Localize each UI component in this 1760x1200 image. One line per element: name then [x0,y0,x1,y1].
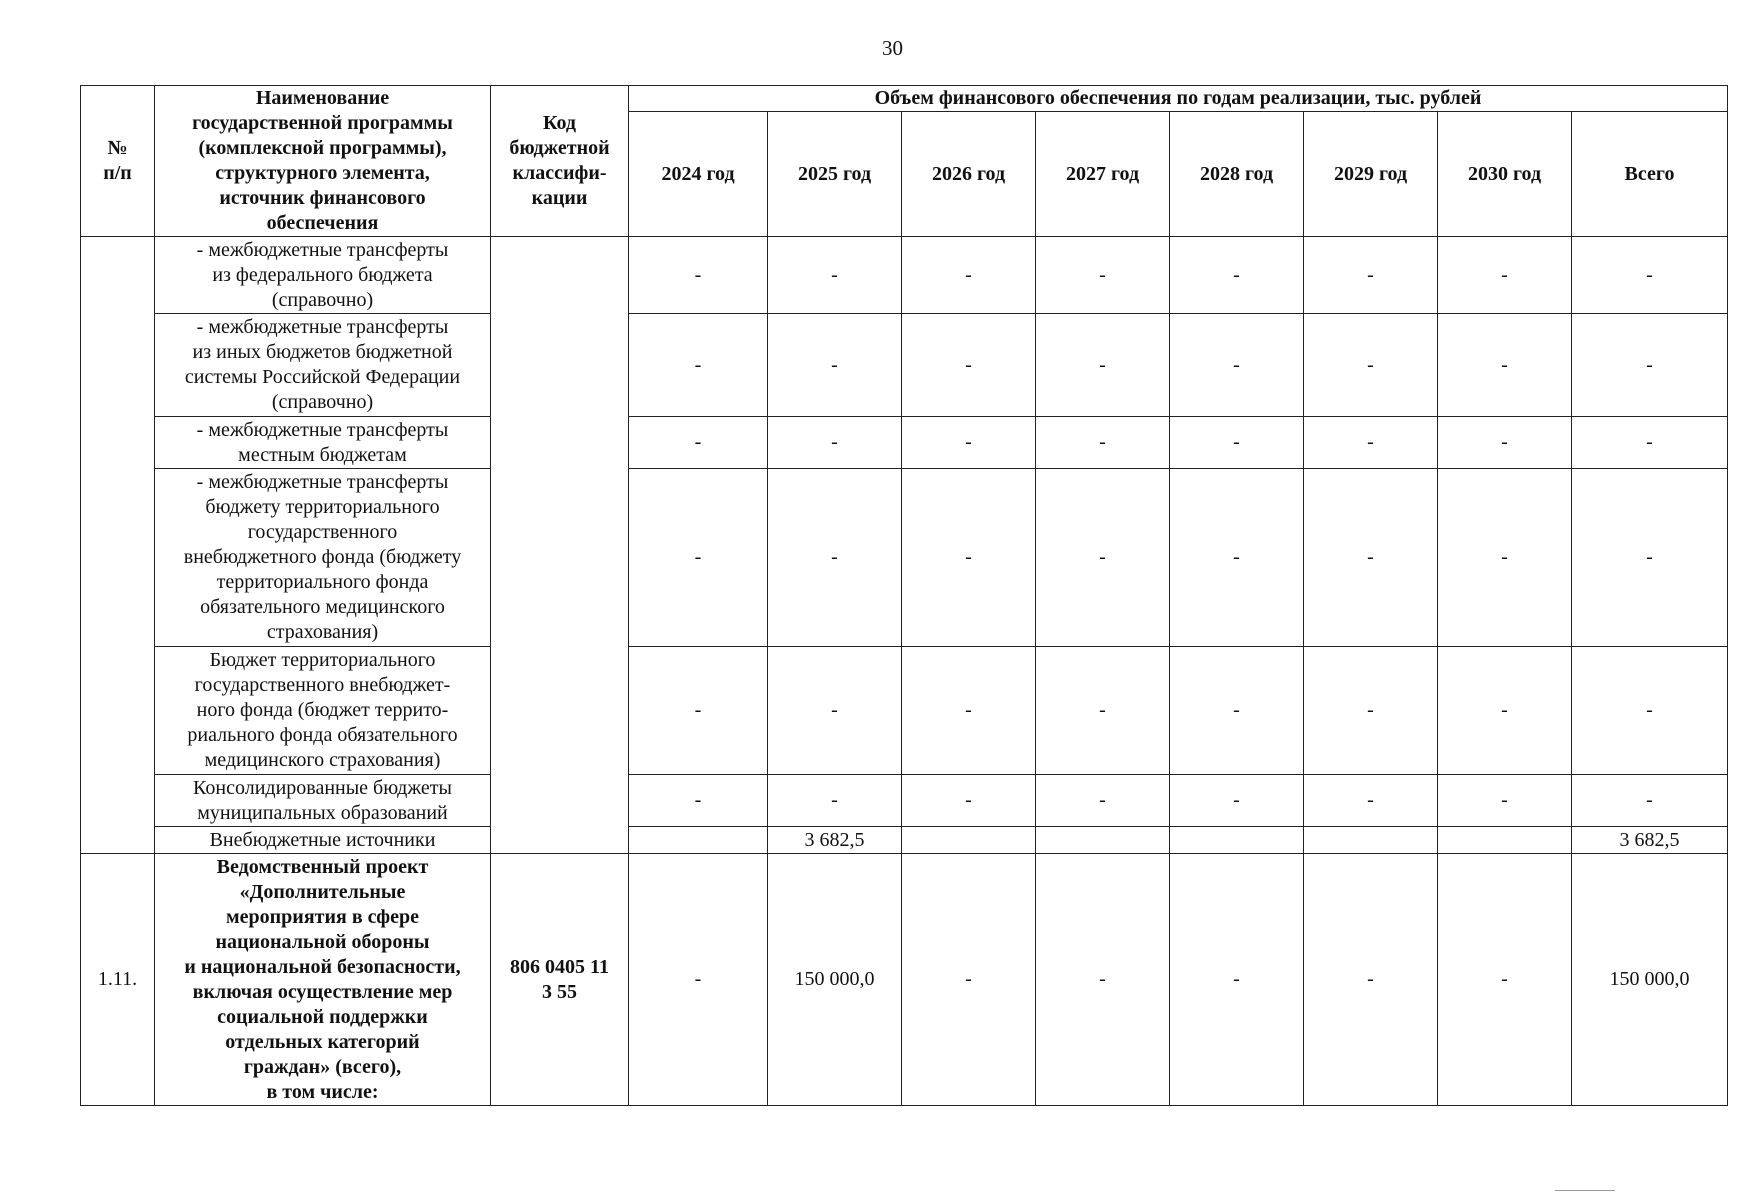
row-value: - [1170,647,1304,775]
row-code-empty [491,237,629,854]
row-value: - [629,237,768,314]
row-value: - [768,469,902,647]
row-value: - [1304,417,1438,469]
row-value: - [902,237,1036,314]
row-value: - [902,469,1036,647]
row-value: - [768,417,902,469]
table-row [81,314,1728,417]
row-value: - [1036,469,1170,647]
row-value: - [1304,647,1438,775]
page-number: 30 [882,36,903,60]
row-value: - [629,775,768,827]
row-value: - [902,417,1036,469]
row-value: - [1438,314,1572,417]
row-value: - [768,314,902,417]
table-row [81,417,1728,469]
row-value: - [1438,647,1572,775]
row-value: - [1036,775,1170,827]
row-value: - [1438,417,1572,469]
project-value: - [1438,854,1572,1106]
row-value: - [1438,237,1572,314]
financing-table [80,85,1728,1106]
row-value: - [629,647,768,775]
row-value: - [1036,237,1170,314]
project-value: - [1036,854,1170,1106]
row-value: - [1304,314,1438,417]
row-value: - [902,775,1036,827]
row-num-empty [81,237,155,854]
row-value: - [1036,314,1170,417]
project-num: 1.11. [81,854,155,1106]
project-value: - [902,854,1036,1106]
row-value [629,827,768,854]
row-value [1036,827,1170,854]
row-value: - [902,647,1036,775]
header-year-2028: 2028 год [1170,112,1304,237]
project-value: 150 000,0 [1572,854,1728,1106]
row-value: - [1572,417,1728,469]
row-value: - [1304,237,1438,314]
row-value [1304,827,1438,854]
project-value: - [629,854,768,1106]
row-value: - [1170,469,1304,647]
row-value: - [1170,237,1304,314]
project-value: 150 000,0 [768,854,902,1106]
row-value: 3 682,5 [1572,827,1728,854]
row-value: - [629,314,768,417]
header-year-2029: 2029 год [1304,112,1438,237]
header-year-2026: 2026 год [902,112,1036,237]
project-row [81,854,1728,1106]
row-value: - [1170,417,1304,469]
row-value [902,827,1036,854]
scan-mark [1555,1190,1615,1191]
row-value: - [1036,647,1170,775]
row-value: - [629,469,768,647]
table-row [81,469,1728,647]
row-value: - [1036,417,1170,469]
project-value: - [1170,854,1304,1106]
table-row [81,827,1728,854]
header-year-2027: 2027 год [1036,112,1170,237]
row-value: - [1572,314,1728,417]
header-code: Код бюджетной классифи- кации [491,86,629,237]
project-value: - [1304,854,1438,1106]
row-value: - [768,775,902,827]
row-value [1438,827,1572,854]
row-value: - [768,647,902,775]
row-name: Бюджет территориального государственного внебюджет- ного фонда (бюджет террито- риального фонда обязательного медицинского страхования) [155,647,491,775]
row-value: - [1438,775,1572,827]
row-value: 3 682,5 [768,827,902,854]
header-num: № п/п [81,86,155,237]
project-name: Ведомственный проект «Дополнительные мероприятия в сфере национальной обороны и национальной безопасности, включая осуществление мер социальной поддержки отдельных категорий граждан» (всего), в том числе: [155,854,491,1106]
row-value: - [1572,237,1728,314]
row-value: - [1304,775,1438,827]
row-value: - [1438,469,1572,647]
row-value: - [768,237,902,314]
row-value [1170,827,1304,854]
project-code: 806 0405 11 3 55 [491,854,629,1106]
row-name: - межбюджетные трансферты из федерального бюджета (справочно) [155,237,491,314]
row-value: - [1304,469,1438,647]
row-value: - [629,417,768,469]
header-year-2025: 2025 год [768,112,902,237]
table-row [81,775,1728,827]
header-year-2030: 2030 год [1438,112,1572,237]
row-name: - межбюджетные трансферты из иных бюджетов бюджетной системы Российской Федерации (справочно) [155,314,491,417]
row-value: - [902,314,1036,417]
row-value: - [1170,775,1304,827]
row-name: Консолидированные бюджеты муниципальных образований [155,775,491,827]
header-name: Наименование государственной программы (комплексной программы), структурного элемента, источник финансового обеспечения [155,86,491,237]
header-total: Всего [1572,112,1728,237]
row-value: - [1572,775,1728,827]
table-row [81,237,1728,314]
row-name: - межбюджетные трансферты местным бюджетам [155,417,491,469]
row-name: - межбюджетные трансферты бюджету территориального государственного внебюджетного фонда (бюджету территориального фонда обязательного медицинского страхования) [155,469,491,647]
table-row [81,647,1728,775]
header-financing-group: Объем финансового обеспечения по годам реализации, тыс. рублей [629,86,1728,112]
row-name: Внебюджетные источники [155,827,491,854]
row-value: - [1572,469,1728,647]
header-year-2024: 2024 год [629,112,768,237]
row-value: - [1170,314,1304,417]
row-value: - [1572,647,1728,775]
